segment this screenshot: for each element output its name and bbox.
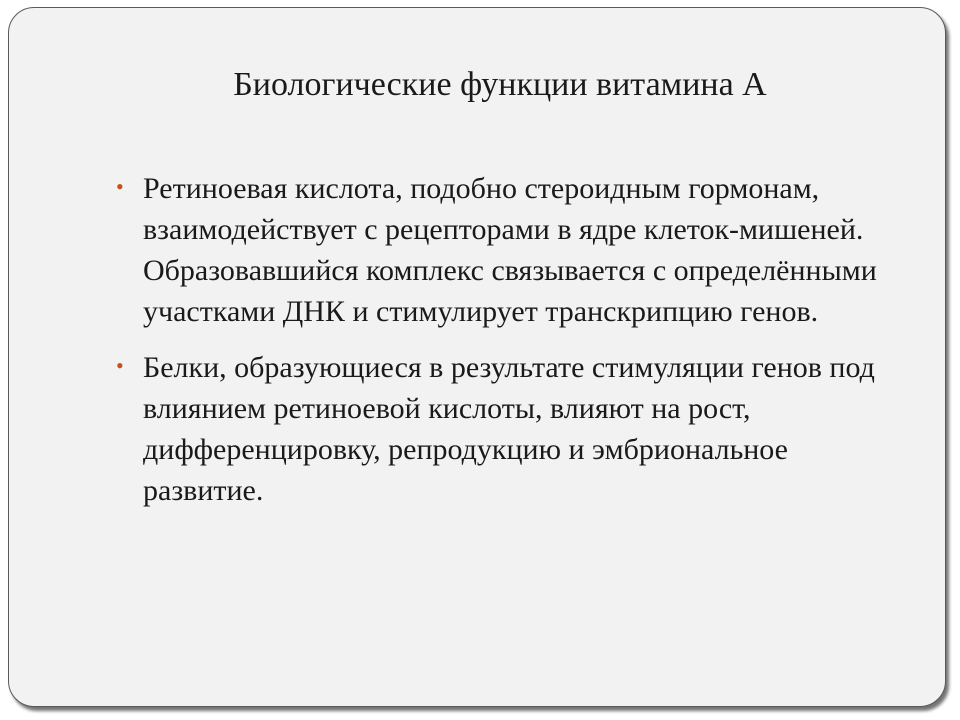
bullet-list	[116, 168, 903, 526]
bullet-text: Белки, образующиеся в результате стимуляции генов под влиянием ретиноевой кислоты, влияют на рост, дифференцировку, репродукцию и эмбриональное развитие.	[143, 351, 875, 507]
bullet-text: Ретиноевая кислота, подобно стероидным гормонам, взаимодействует с рецепторами в ядре клеток-мишеней. Образовавшийся комплекс связывается с определёнными участками ДНК и стимулирует транскрипцию генов.	[143, 172, 877, 328]
bullet-item	[116, 168, 903, 332]
slide-title: Биологические функции витамина А	[233, 66, 767, 103]
bullet-dot-icon: •	[116, 353, 124, 378]
bullet-dot-icon: •	[116, 174, 124, 199]
slide-frame	[8, 7, 946, 707]
bullet-item	[116, 347, 903, 511]
